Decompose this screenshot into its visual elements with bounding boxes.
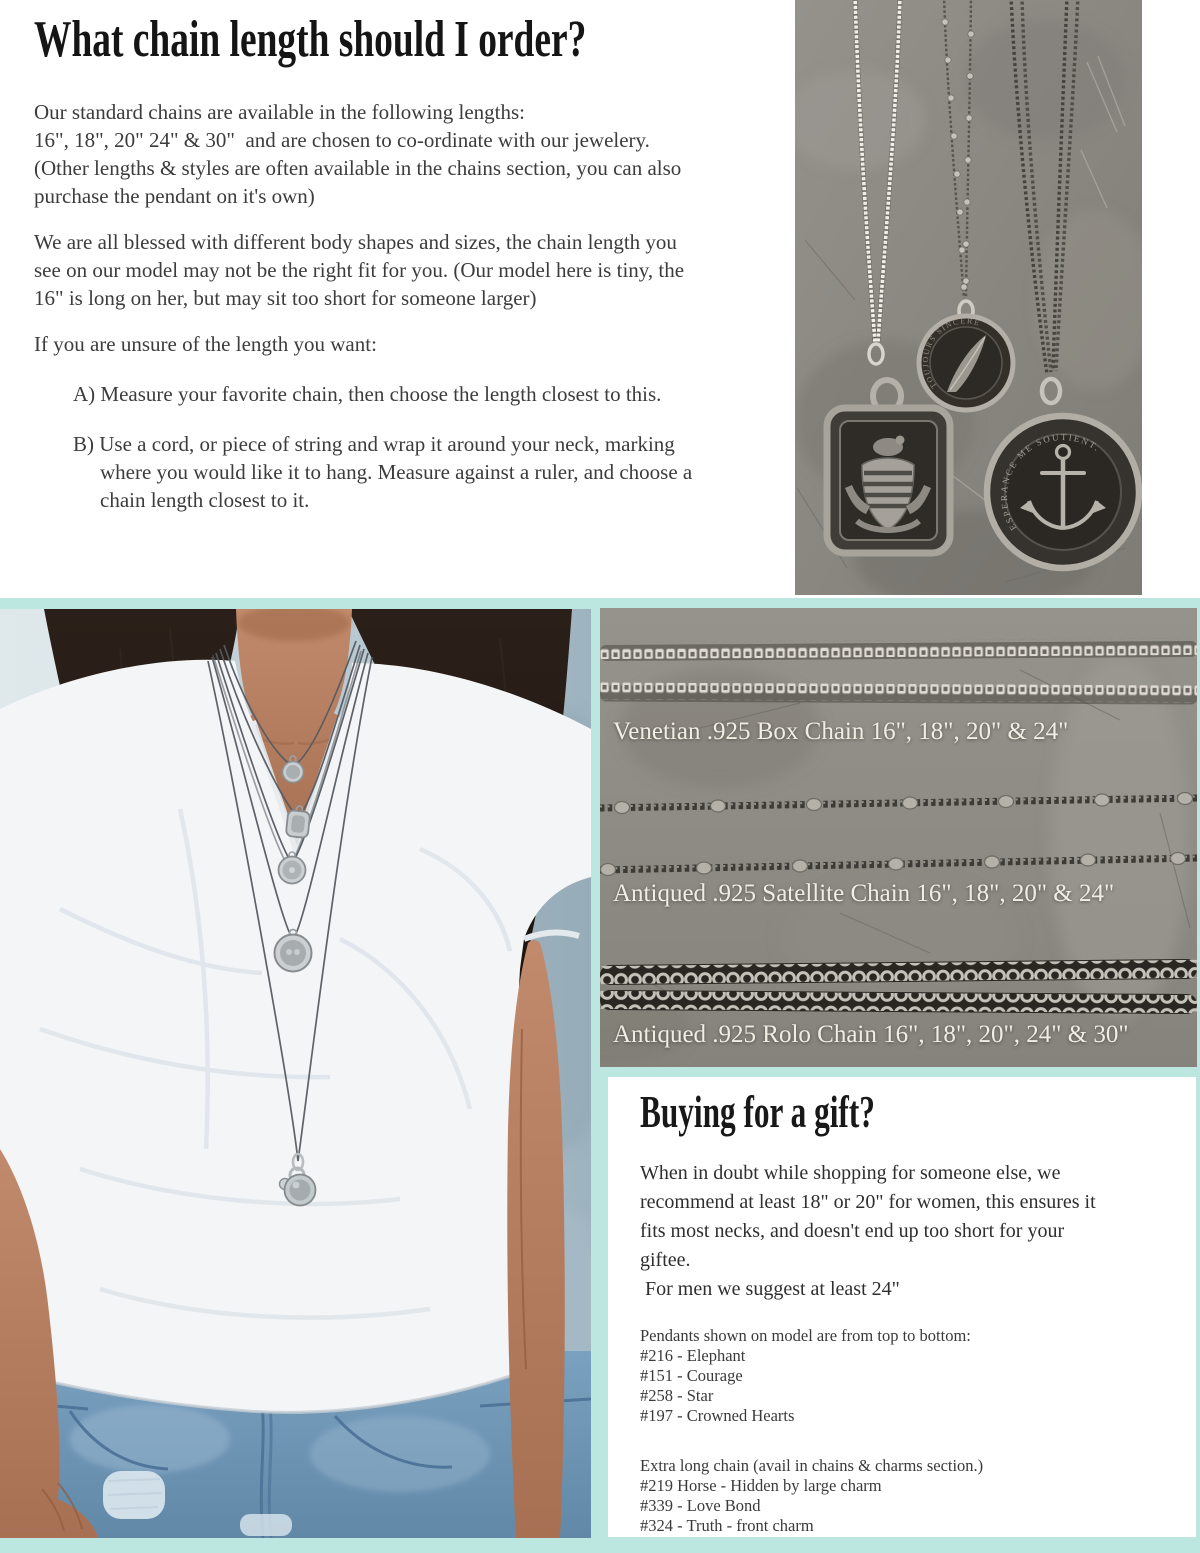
option-b-line: chain length closest to it. bbox=[100, 488, 310, 512]
intro-line: Our standard chains are available in the following lengths: bbox=[34, 100, 526, 124]
body-line: We are all blessed with different body shapes and sizes, the chain length you bbox=[34, 230, 677, 254]
chain-samples-photo bbox=[600, 608, 1197, 1067]
gift-body-line: giftee. bbox=[640, 1249, 691, 1271]
extra-chain-header: Extra long chain (avail in chains & charms section.) bbox=[640, 1456, 984, 1475]
gift-body-line: recommend at least 18" or 20" for women, this ensures it bbox=[640, 1191, 1096, 1213]
pendant-list-item: #197 - Crowned Hearts bbox=[640, 1406, 795, 1425]
unsure-paragraph bbox=[34, 330, 779, 358]
option-b bbox=[73, 430, 779, 514]
intro-line: 16", 18", 20" 24" & 30" and are chosen to co-ordinate with our jewelery. bbox=[34, 128, 650, 152]
chain-label-rolo: Antiqued .925 Rolo Chain 16", 18", 20", 24" & 30" bbox=[613, 1021, 1129, 1048]
chain-label-satellite: Antiqued .925 Satellite Chain 16", 18", 20" & 24" bbox=[613, 880, 1115, 907]
faq-section bbox=[34, 12, 779, 514]
model-photo bbox=[0, 609, 591, 1538]
gift-body bbox=[640, 1159, 1172, 1304]
option-a bbox=[73, 380, 779, 408]
option-b-line: where you would like it to hang. Measure against a ruler, and choose a bbox=[100, 460, 693, 484]
chain-label-box: Venetian .925 Box Chain 16", 18", 20" & 24" bbox=[613, 718, 1069, 745]
pendant-list-header: Pendants shown on model are from top to bottom: bbox=[640, 1326, 971, 1345]
extra-chain-item: #339 - Love Bond bbox=[640, 1496, 761, 1515]
pendant-list-item: #216 - Elephant bbox=[640, 1346, 746, 1365]
body-paragraph bbox=[34, 228, 779, 312]
intro-paragraph bbox=[34, 98, 779, 210]
necklaces-photo bbox=[795, 0, 1142, 595]
pendant-list bbox=[640, 1326, 1172, 1536]
body-line: 16" is long on her, but may sit too short for someone larger) bbox=[34, 286, 537, 310]
option-a-line: A) Measure your favorite chain, then choose the length closest to this. bbox=[73, 382, 662, 406]
gift-body-line: fits most necks, and doesn't end up too short for your bbox=[640, 1220, 1065, 1242]
feather-inscription: TOUJOURS SINCERE bbox=[920, 316, 982, 391]
chain-samples-art bbox=[600, 608, 1197, 1067]
pendant-list-item: #258 - Star bbox=[640, 1386, 714, 1405]
unsure-line: If you are unsure of the length you want: bbox=[34, 332, 377, 356]
gift-panel bbox=[608, 1077, 1196, 1537]
gift-body-line: For men we suggest at least 24" bbox=[640, 1278, 900, 1300]
page-title: What chain length should I order? bbox=[34, 11, 587, 68]
gift-title: Buying for a gift? bbox=[640, 1086, 875, 1137]
model-photo-art bbox=[0, 609, 591, 1538]
extra-chain-list bbox=[640, 1456, 1172, 1536]
necklaces-photo-art bbox=[795, 0, 1142, 595]
pendant-list-item: #151 - Courage bbox=[640, 1366, 743, 1385]
intro-line: purchase the pendant on it's own) bbox=[34, 184, 315, 208]
body-line: see on our model may not be the right fit for you. (Our model here is tiny, the bbox=[34, 258, 685, 282]
intro-line: (Other lengths & styles are often available in the chains section, you can also bbox=[34, 156, 682, 180]
extra-chain-item: #324 - Truth - front charm bbox=[640, 1516, 814, 1535]
option-b-line: B) Use a cord, or piece of string and wrap it around your neck, marking bbox=[73, 432, 675, 456]
gift-body-line: When in doubt while shopping for someone else, we bbox=[640, 1162, 1061, 1184]
anchor-inscription: ESPERANCE ME SOUTIENT. bbox=[998, 431, 1103, 533]
extra-chain-item: #219 Horse - Hidden by large charm bbox=[640, 1476, 882, 1495]
